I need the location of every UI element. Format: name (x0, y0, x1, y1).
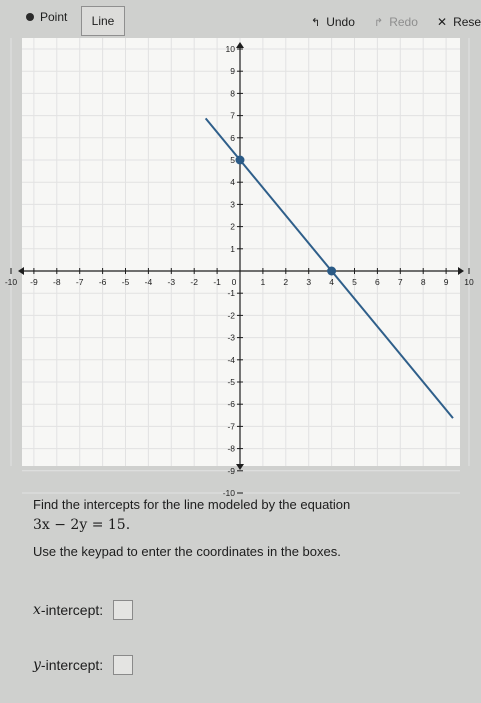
plotted-point (327, 267, 336, 276)
x-tick-label: 2 (283, 277, 289, 287)
reset-label: Rese (453, 15, 481, 29)
x-tick-label: 9 (443, 277, 449, 287)
y-tick-label: 8 (230, 88, 235, 99)
x-tick-label: 1 (260, 277, 266, 287)
problem-prompt: Find the intercepts for the line modeled by the equation (33, 497, 351, 512)
y-tick-label: 9 (230, 66, 235, 77)
x-intercept-input[interactable] (113, 600, 133, 620)
y-variable: y (33, 657, 41, 673)
y-intercept-label: -intercept: (40, 657, 104, 673)
y-tick-label: 5 (230, 155, 235, 165)
x-tick-label: 5 (352, 277, 357, 287)
y-tick-label: -10 (222, 488, 235, 498)
y-tick-label: -2 (227, 310, 235, 321)
y-tick-label: 2 (230, 221, 235, 232)
x-tick-label: 8 (420, 277, 426, 287)
x-tick-label: -5 (121, 277, 130, 287)
coordinate-graph[interactable] (0, 36, 474, 498)
y-tick-label: -6 (227, 399, 235, 410)
undo-button[interactable] (311, 15, 355, 29)
x-tick-label: -4 (144, 277, 153, 287)
y-axis-down-arrow-icon (236, 464, 244, 470)
x-tick-label: 4 (329, 277, 334, 287)
close-x-icon: ✕ (437, 15, 448, 29)
point-tool-button[interactable] (26, 10, 67, 24)
point-dot-icon (26, 13, 34, 21)
redo-label: Redo (389, 15, 418, 29)
reset-button[interactable] (437, 15, 481, 29)
redo-button[interactable] (374, 15, 418, 29)
x-tick-label: -8 (53, 277, 61, 287)
y-tick-label: -7 (227, 421, 235, 432)
y-tick-label: -8 (227, 443, 235, 454)
x-tick-label: 10 (464, 277, 474, 287)
problem-statement (33, 495, 453, 535)
x-axis-left-arrow-icon (18, 267, 24, 275)
graph-background (22, 38, 460, 466)
instructions-text: Use the keypad to enter the coordinates in the boxes. (33, 544, 341, 559)
x-tick-label: -1 (213, 277, 221, 287)
x-tick-label: 7 (397, 277, 403, 287)
x-tick-label: -2 (190, 277, 198, 287)
y-tick-label: 3 (230, 199, 235, 210)
y-intercept-input[interactable] (113, 655, 133, 675)
graph-toolbar (0, 0, 481, 38)
y-tick-label: -4 (227, 354, 235, 365)
x-axis-right-arrow-icon (458, 267, 464, 275)
line-tool-button[interactable] (81, 6, 125, 36)
undo-arrow-icon: ↰ (311, 16, 321, 29)
x-tick-label: 3 (306, 277, 312, 287)
y-tick-label: -9 (227, 465, 235, 476)
y-tick-label: 6 (230, 132, 235, 143)
x-tick-label: -9 (30, 277, 38, 287)
plotted-point (236, 156, 245, 165)
y-intercept-row (33, 655, 133, 675)
x-intercept-label: -intercept: (40, 602, 104, 618)
y-tick-label: 10 (225, 44, 235, 54)
y-tick-label: 7 (230, 110, 235, 121)
x-variable: x (33, 602, 41, 618)
y-tick-label: -5 (227, 377, 235, 387)
x-tick-label: -10 (4, 277, 18, 287)
y-tick-label: 1 (230, 243, 235, 254)
y-tick-label: -3 (227, 332, 235, 343)
y-tick-label: 4 (230, 177, 235, 188)
x-tick-label: 6 (375, 277, 380, 287)
line-tool-label: Line (91, 14, 115, 28)
undo-label: Undo (326, 15, 355, 29)
x-tick-label: -7 (75, 277, 84, 287)
x-tick-label: -6 (98, 277, 107, 287)
point-tool-label: Point (40, 10, 68, 24)
equation: 3x − 2y = 15. (33, 517, 131, 533)
x-tick-label: -3 (167, 277, 176, 287)
redo-arrow-icon: ↱ (374, 16, 384, 29)
y-tick-label: -1 (227, 288, 235, 299)
x-tick-label: 0 (231, 277, 237, 287)
x-intercept-row (33, 600, 133, 620)
